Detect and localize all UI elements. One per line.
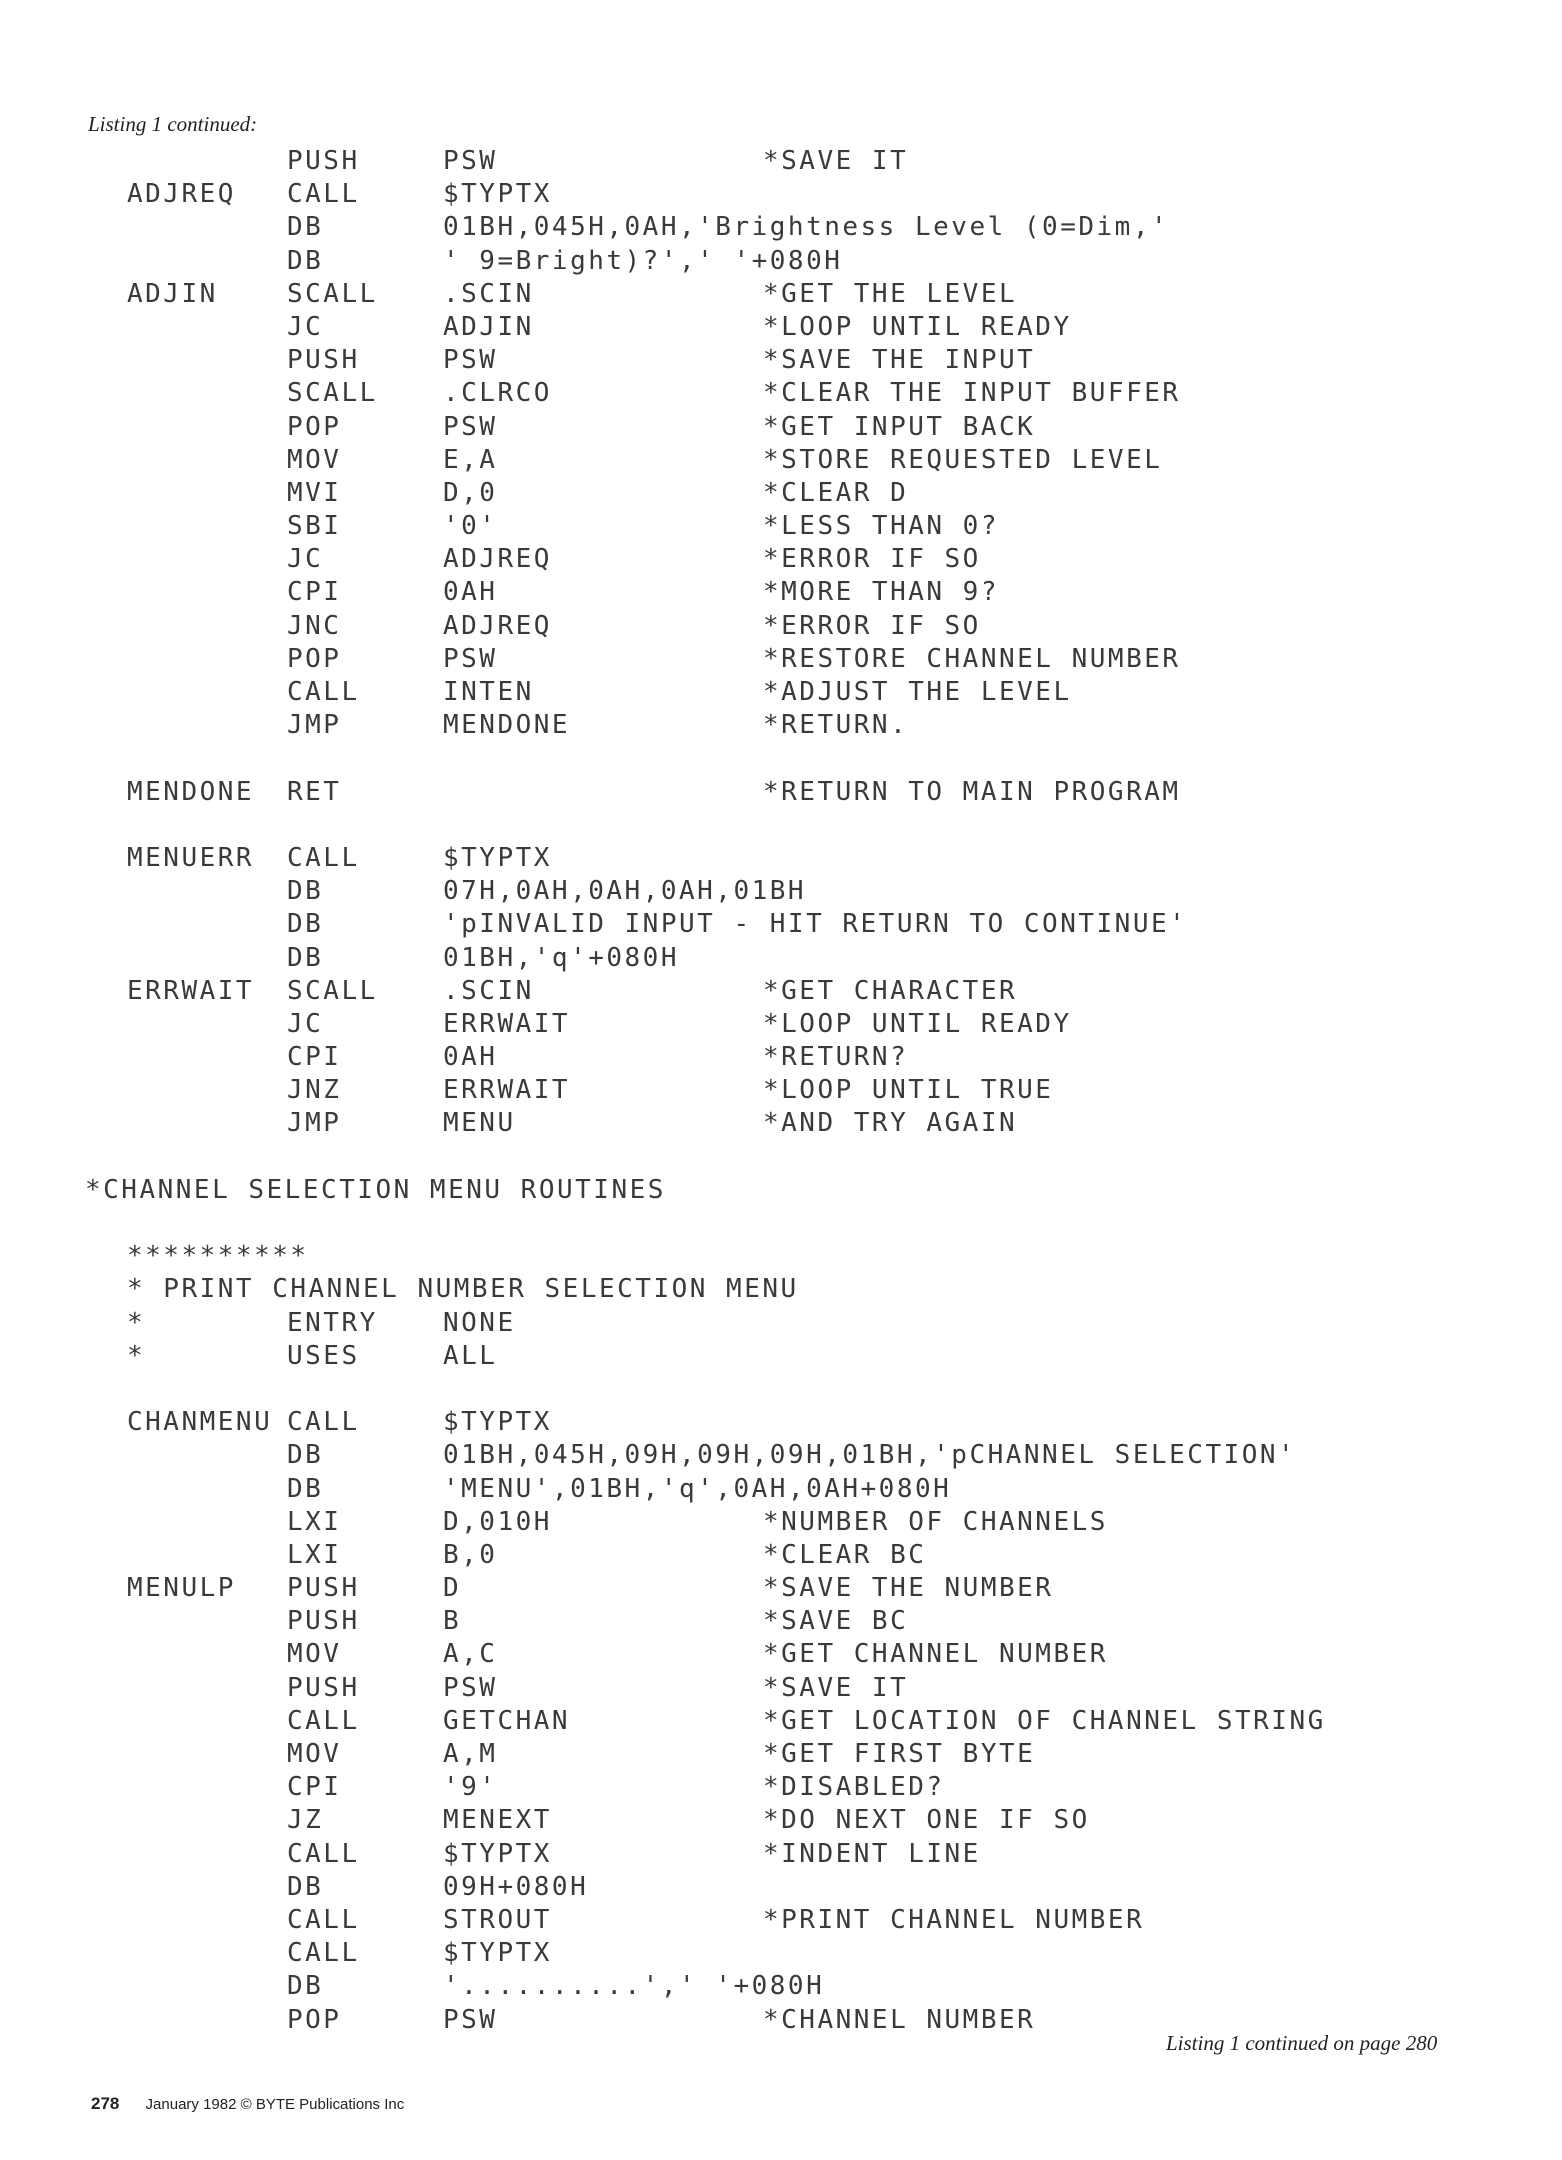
code-line [85, 1075, 1525, 1108]
code-operand: 01BH,045H,0AH,'Brightness Level (0=Dim,' [443, 212, 1170, 243]
code-opcode: JMP [287, 710, 342, 741]
code-comment: *SAVE BC [763, 1606, 909, 1637]
code-opcode: ENTRY [287, 1307, 378, 1338]
code-label: MENULP [127, 1573, 236, 1604]
code-line [85, 544, 1525, 577]
code-line [85, 1241, 1525, 1274]
code-opcode: DB [287, 1440, 324, 1471]
code-comment: *ADJUST THE LEVEL [763, 677, 1072, 707]
code-label: MENDONE [127, 776, 255, 807]
code-comment: *NUMBER OF CHANNELS [763, 1506, 1108, 1537]
code-comment: *DO NEXT ONE IF SO [763, 1805, 1090, 1836]
code-comment: *LOOP UNTIL TRUE [763, 1075, 1054, 1106]
code-opcode: DB [287, 1971, 324, 2002]
code-label: CHANMENU [127, 1407, 273, 1438]
code-operand: 0AH [443, 577, 498, 608]
code-line [85, 843, 1525, 876]
section-comment: *CHANNEL SELECTION MENU ROUTINES [85, 1174, 666, 1205]
code-operand: A,M [443, 1739, 498, 1769]
code-operand: ADJIN [443, 311, 534, 342]
code-opcode: MOV [287, 444, 342, 475]
code-listing [85, 146, 1525, 2038]
blank-line [85, 743, 1525, 776]
code-operand: ERRWAIT [443, 1075, 571, 1106]
code-comment: *SAVE THE NUMBER [763, 1573, 1054, 1604]
block-comment: ********** [127, 1241, 309, 1272]
code-opcode: DB [287, 942, 324, 973]
code-line [85, 312, 1525, 345]
code-opcode: CPI [287, 1772, 342, 1803]
code-line [85, 1274, 1525, 1307]
code-opcode: PUSH [287, 146, 360, 176]
code-operand: '..........',' '+080H [443, 1971, 825, 2002]
code-opcode: JZ [287, 1805, 324, 1836]
code-comment: *SAVE THE INPUT [763, 345, 1036, 376]
code-opcode: CALL [287, 1705, 360, 1736]
code-operand: $TYPTX [443, 1407, 552, 1438]
code-opcode: CALL [287, 1938, 360, 1969]
code-line [85, 511, 1525, 544]
code-operand: A,C [443, 1639, 498, 1670]
code-opcode: POP [287, 643, 342, 674]
code-operand: NONE [443, 1307, 516, 1338]
code-comment: *CLEAR D [763, 477, 909, 508]
code-operand: $TYPTX [443, 1838, 552, 1869]
code-operand: 01BH,'q'+080H [443, 942, 679, 973]
code-line [85, 1108, 1525, 1141]
code-line [85, 1639, 1525, 1672]
code-opcode: LXI [287, 1506, 342, 1537]
code-opcode: JC [287, 1008, 324, 1039]
code-line [85, 577, 1525, 610]
code-line [85, 644, 1525, 677]
code-opcode: JNZ [287, 1075, 342, 1106]
code-opcode: PUSH [287, 1606, 360, 1637]
code-operand: PSW [443, 345, 498, 376]
code-comment: *ERROR IF SO [763, 610, 981, 641]
code-operand: B [443, 1606, 462, 1637]
code-operand: 0AH [443, 1042, 498, 1073]
code-line [85, 378, 1525, 411]
code-opcode: CALL [287, 1904, 360, 1935]
code-operand: $TYPTX [443, 842, 552, 873]
code-operand: GETCHAN [443, 1705, 571, 1736]
code-comment: *AND TRY AGAIN [763, 1108, 1018, 1139]
code-line [85, 1839, 1525, 1872]
code-opcode: JMP [287, 1108, 342, 1139]
code-operand: D,0 [443, 477, 498, 508]
code-opcode: RET [287, 776, 342, 807]
code-comment: *INDENT LINE [763, 1838, 981, 1869]
code-opcode: CALL [287, 1838, 360, 1869]
code-comment: *GET THE LEVEL [763, 278, 1018, 309]
code-label: ERRWAIT [127, 975, 255, 1006]
code-operand: ALL [443, 1340, 498, 1371]
code-comment: *GET CHARACTER [763, 975, 1018, 1006]
page-footer [91, 2094, 404, 2114]
code-comment: *LOOP UNTIL READY [763, 1008, 1072, 1039]
code-opcode: PUSH [287, 1573, 360, 1604]
code-operand: D,010H [443, 1506, 552, 1537]
code-line [85, 1938, 1525, 1971]
code-line [85, 909, 1525, 942]
code-comment: *CLEAR THE INPUT BUFFER [763, 378, 1181, 409]
code-line [85, 1440, 1525, 1473]
code-operand: MENU [443, 1108, 516, 1139]
code-opcode: DB [287, 1871, 324, 1902]
code-line [85, 146, 1525, 179]
code-label: ADJREQ [127, 179, 236, 210]
code-comment: *RESTORE CHANNEL NUMBER [763, 643, 1181, 674]
continued-note: Listing 1 continued on page 280 [1166, 2031, 1438, 2055]
code-operand: PSW [443, 643, 498, 674]
code-line [85, 1341, 1525, 1374]
code-label: * [127, 1340, 146, 1371]
code-opcode: CALL [287, 179, 360, 210]
code-opcode: JNC [287, 610, 342, 641]
code-opcode: DB [287, 212, 324, 243]
code-operand: MENEXT [443, 1805, 552, 1836]
code-opcode: USES [287, 1340, 360, 1371]
code-comment: *RETURN. [763, 710, 909, 741]
code-comment: *LESS THAN 0? [763, 511, 999, 542]
code-opcode: LXI [287, 1539, 342, 1570]
code-operand: MENDONE [443, 710, 571, 741]
code-operand: .CLRCO [443, 378, 552, 409]
code-operand: PSW [443, 411, 498, 442]
blank-line [85, 1142, 1525, 1175]
code-line [85, 412, 1525, 445]
code-operand: ADJREQ [443, 610, 552, 641]
code-operand: '9' [443, 1772, 498, 1803]
code-opcode: SCALL [287, 378, 378, 409]
code-line [85, 1673, 1525, 1706]
code-line [85, 478, 1525, 511]
code-operand: B,0 [443, 1539, 498, 1570]
code-line [85, 345, 1525, 378]
code-opcode: JC [287, 311, 324, 342]
code-operand: .SCIN [443, 278, 534, 309]
code-line [85, 179, 1525, 212]
code-line [85, 279, 1525, 312]
code-opcode: DB [287, 876, 324, 907]
code-operand: PSW [443, 146, 498, 176]
code-operand: 'MENU',01BH,'q',0AH,0AH+080H [443, 1473, 952, 1504]
code-line [85, 1805, 1525, 1838]
code-operand: '0' [443, 511, 498, 542]
block-comment: * PRINT CHANNEL NUMBER SELECTION MENU [127, 1274, 799, 1305]
code-operand: 'pINVALID INPUT - HIT RETURN TO CONTINUE' [443, 909, 1188, 940]
code-opcode: SCALL [287, 278, 378, 309]
code-opcode: SCALL [287, 975, 378, 1006]
code-line [85, 677, 1525, 710]
code-opcode: CPI [287, 577, 342, 608]
code-operand: 09H+080H [443, 1871, 589, 1902]
code-line [85, 1308, 1525, 1341]
code-line [85, 976, 1525, 1009]
code-comment: *CLEAR BC [763, 1539, 927, 1570]
code-operand: PSW [443, 2004, 498, 2035]
code-operand: 01BH,045H,09H,09H,09H,01BH,'pCHANNEL SELECTION' [443, 1440, 1297, 1471]
code-comment: *ERROR IF SO [763, 544, 981, 575]
code-opcode: DB [287, 1473, 324, 1504]
code-line [85, 1175, 1525, 1208]
code-opcode: DB [287, 909, 324, 940]
code-line [85, 1905, 1525, 1938]
code-opcode: MVI [287, 477, 342, 508]
code-line [85, 1739, 1525, 1772]
code-comment: *LOOP UNTIL READY [763, 311, 1072, 342]
code-operand: ADJREQ [443, 544, 552, 575]
code-opcode: CALL [287, 1407, 360, 1438]
code-comment: *PRINT CHANNEL NUMBER [763, 1904, 1145, 1935]
code-comment: *RETURN TO MAIN PROGRAM [763, 776, 1181, 807]
code-operand: .SCIN [443, 975, 534, 1006]
code-opcode: MOV [287, 1639, 342, 1670]
blank-line [85, 810, 1525, 843]
code-operand: STROUT [443, 1904, 552, 1935]
code-line [85, 1872, 1525, 1905]
code-operand: ' 9=Bright)?',' '+080H [443, 245, 843, 276]
code-comment: *GET FIRST BYTE [763, 1739, 1036, 1769]
code-comment: *GET INPUT BACK [763, 411, 1036, 442]
code-opcode: PUSH [287, 1672, 360, 1703]
code-comment: *DISABLED? [763, 1772, 945, 1803]
code-comment: *STORE REQUESTED LEVEL [763, 444, 1163, 475]
code-line [85, 1573, 1525, 1606]
code-line [85, 1772, 1525, 1805]
code-label: * [127, 1307, 146, 1338]
code-line [85, 611, 1525, 644]
footer-credit: January 1982 © BYTE Publications Inc [145, 2096, 405, 2113]
code-line [85, 1540, 1525, 1573]
code-line [85, 1507, 1525, 1540]
code-opcode: SBI [287, 511, 342, 542]
blank-line [85, 1208, 1525, 1241]
listing-caption: Listing 1 continued: [88, 112, 258, 136]
code-line [85, 943, 1525, 976]
code-comment: *MORE THAN 9? [763, 577, 999, 608]
code-operand: D [443, 1573, 462, 1604]
code-operand: INTEN [443, 677, 534, 707]
code-comment: *GET LOCATION OF CHANNEL STRING [763, 1705, 1326, 1736]
code-comment: *CHANNEL NUMBER [763, 2004, 1036, 2035]
code-opcode: DB [287, 245, 324, 276]
code-line [85, 1474, 1525, 1507]
code-label: MENUERR [127, 842, 255, 873]
code-line [85, 212, 1525, 245]
code-line [85, 876, 1525, 909]
code-operand: $TYPTX [443, 1938, 552, 1969]
code-line [85, 777, 1525, 810]
code-line [85, 1407, 1525, 1440]
code-label: ADJIN [127, 278, 218, 309]
code-opcode: CALL [287, 677, 360, 707]
code-operand: PSW [443, 1672, 498, 1703]
code-opcode: CPI [287, 1042, 342, 1073]
code-line [85, 1706, 1525, 1739]
code-comment: *RETURN? [763, 1042, 909, 1073]
code-line [85, 1971, 1525, 2004]
code-opcode: PUSH [287, 345, 360, 376]
code-line [85, 710, 1525, 743]
code-opcode: POP [287, 411, 342, 442]
code-line [85, 1009, 1525, 1042]
code-comment: *SAVE IT [763, 1672, 909, 1703]
code-opcode: POP [287, 2004, 342, 2035]
code-operand: $TYPTX [443, 179, 552, 210]
code-operand: E,A [443, 444, 498, 475]
code-line [85, 445, 1525, 478]
code-line [85, 1606, 1525, 1639]
code-opcode: MOV [287, 1739, 342, 1769]
page-number: 278 [91, 2094, 120, 2113]
blank-line [85, 1374, 1525, 1407]
code-operand: 07H,0AH,0AH,0AH,01BH [443, 876, 807, 907]
code-line [85, 1042, 1525, 1075]
code-comment: *SAVE IT [763, 146, 909, 176]
code-opcode: JC [287, 544, 324, 575]
code-operand: ERRWAIT [443, 1008, 571, 1039]
code-line [85, 246, 1525, 279]
code-opcode: CALL [287, 842, 360, 873]
code-comment: *GET CHANNEL NUMBER [763, 1639, 1108, 1670]
